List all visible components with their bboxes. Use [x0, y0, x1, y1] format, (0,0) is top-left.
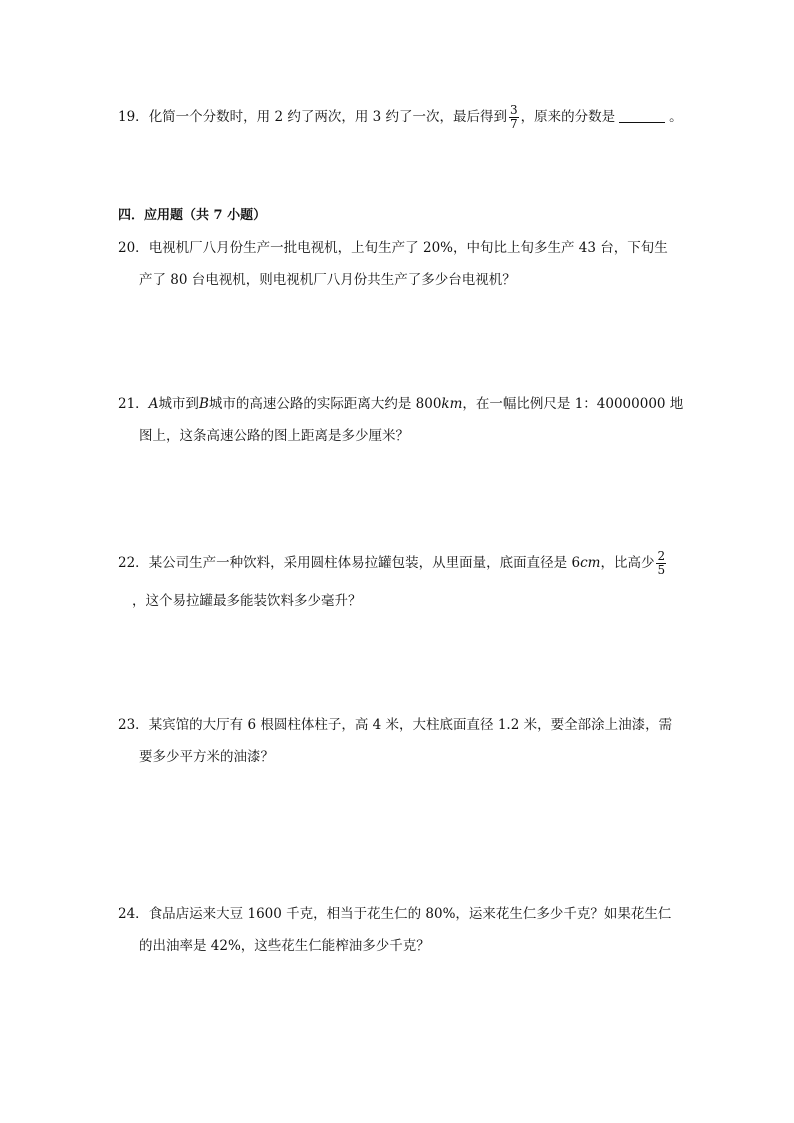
question-text: 某公司生产一种饮料，采用圆柱体易拉罐包装，从里面量，底面直径是 6 [148, 555, 581, 571]
question-text: 城市的高速公路的实际距离大约是 800 [208, 396, 442, 412]
question-number: 21． [118, 396, 149, 412]
fraction-numerator: 2 [657, 549, 666, 563]
question-21-line-2: 图上，这条高速公路的图上距离是多少厘米？ [139, 428, 409, 444]
question-22 [118, 550, 668, 577]
question-23-line-2: 要多少平方米的油漆？ [139, 749, 274, 765]
question-number: 20． [118, 240, 149, 256]
question-number: 24． [118, 906, 149, 922]
question-21 [118, 394, 683, 414]
question-24-line-2: 的出油率是 42%，这些花生仁能榨油多少千克？ [139, 938, 430, 954]
city-a-label: A [148, 396, 159, 412]
fraction-numerator: 3 [510, 103, 518, 117]
answer-blank [619, 122, 665, 123]
question-text: 食品店运来大豆 1600 千克，相当于花生仁的 80%，运来花生仁多少千克？如果花生仁 [148, 906, 672, 922]
question-text: ，在一幅比例尺是 1：40000000 地 [462, 396, 684, 412]
question-20-line-2: 产了 80 台电视机，则电视机厂八月份共生产了多少台电视机？ [139, 272, 516, 288]
section-heading: 四．应用题（共 7 小题） [118, 208, 267, 223]
question-text: 。 [669, 109, 683, 125]
question-number: 19． [118, 109, 149, 125]
fraction [509, 104, 519, 131]
question-text: 某宾馆的大厅有 6 根圆柱体柱子，高 4 米，大柱底面直径 1.2 米，要全部涂上油漆，需 [148, 717, 673, 733]
fraction [656, 550, 666, 577]
question-22-line-2: ，这个易拉罐最多能装饮料多少毫升？ [132, 593, 362, 609]
question-text: ，原来的分数是 [520, 109, 616, 125]
question-19 [118, 104, 683, 131]
question-text: 化简一个分数时，用 2 约了两次，用 3 约了一次，最后得到 [148, 109, 508, 125]
question-text: 城市到 [158, 396, 199, 412]
question-number: 22． [118, 555, 149, 571]
fraction-denominator: 7 [510, 117, 518, 131]
question-text: ，比高少 [600, 555, 655, 571]
fraction-denominator: 5 [657, 563, 666, 577]
question-24 [118, 904, 671, 924]
question-23 [118, 715, 672, 735]
question-text: 电视机厂八月份生产一批电视机，上旬生产了 20%，中旬比上旬多生产 43 台，下旬生 [148, 240, 668, 256]
unit-label: cm [580, 555, 601, 571]
city-b-label: B [198, 396, 209, 412]
unit-label: km [441, 396, 463, 412]
question-number: 23． [118, 717, 149, 733]
question-20 [118, 238, 668, 258]
